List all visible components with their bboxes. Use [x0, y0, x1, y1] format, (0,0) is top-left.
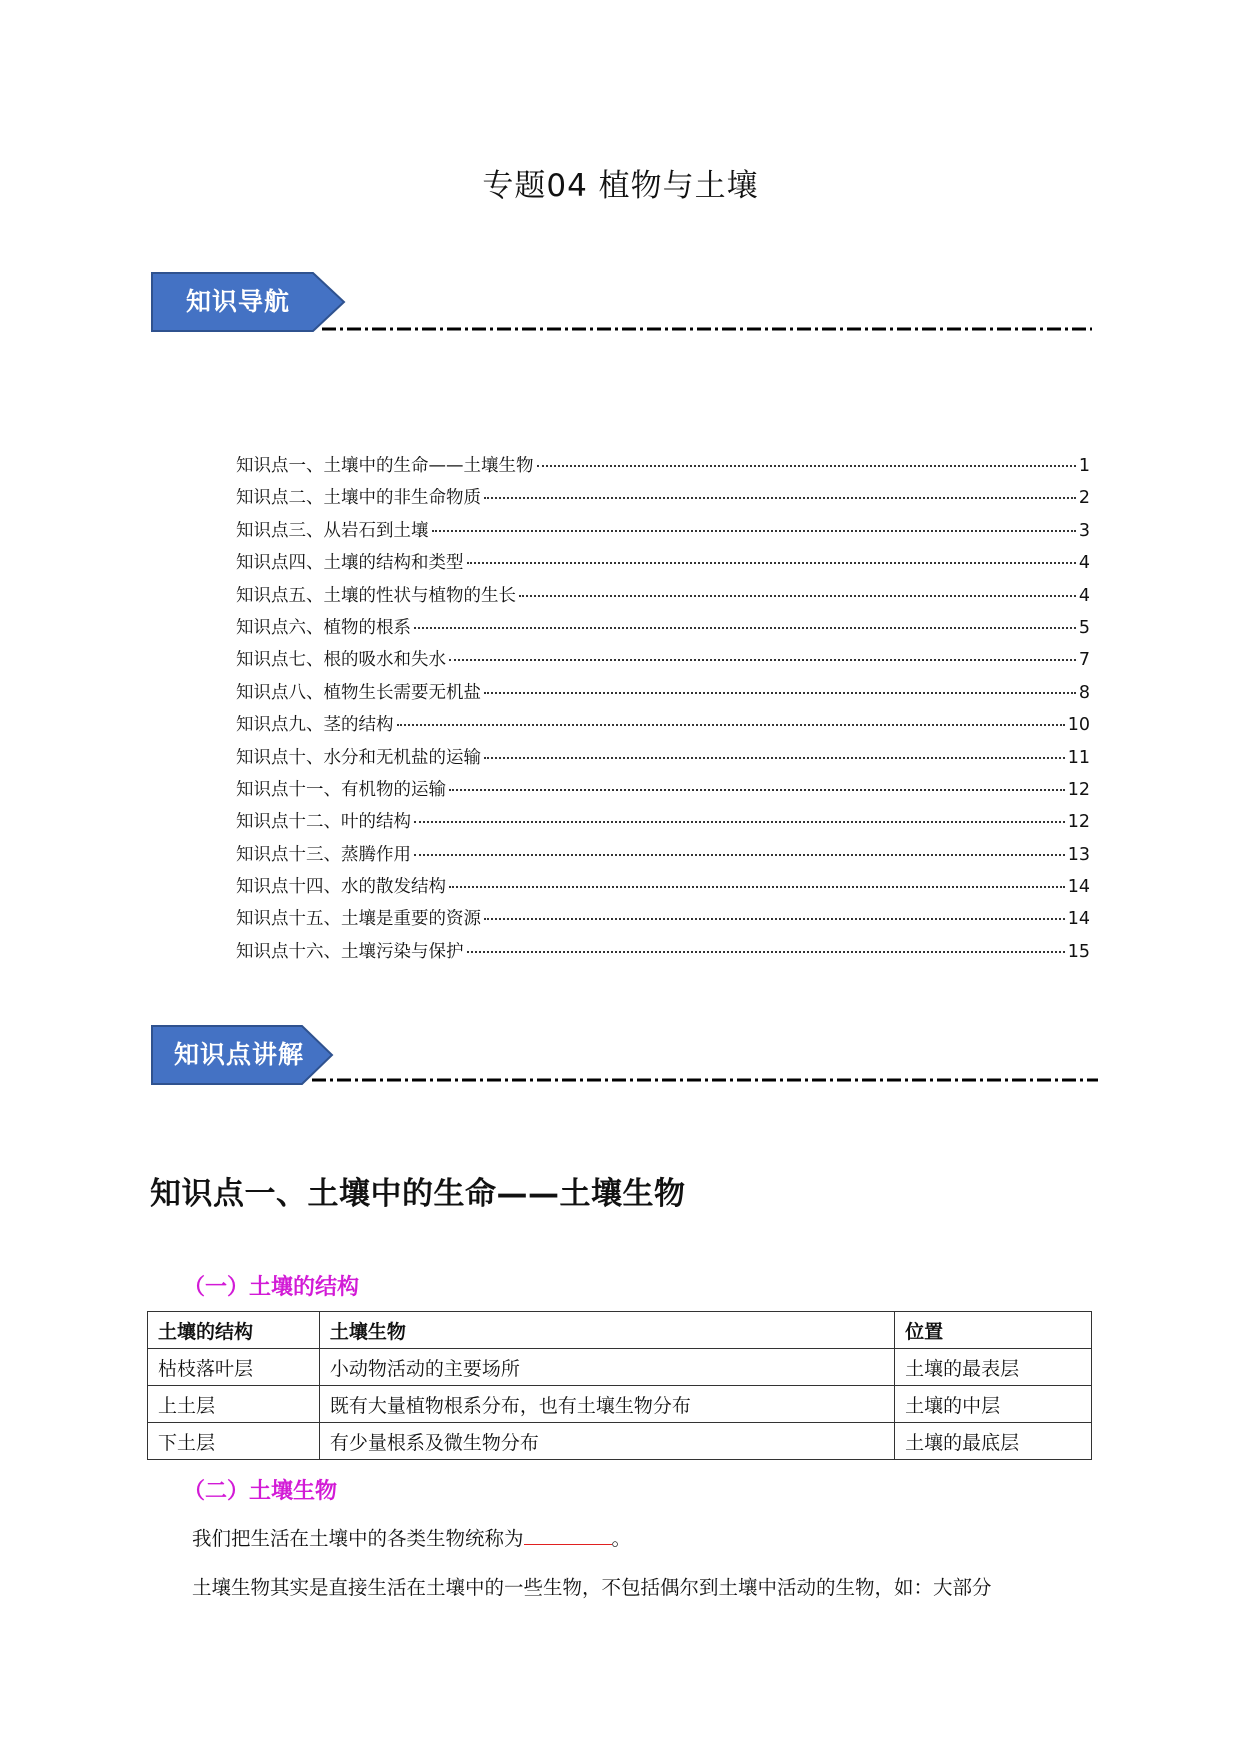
toc-entry[interactable]: [236, 452, 1090, 484]
toc-dot-leader: [414, 854, 1065, 856]
section-heading: 知识点一、土壤中的生命——土壤生物: [150, 1176, 686, 1212]
table-header-cell: 位置: [895, 1312, 1092, 1349]
table-row: [148, 1349, 1092, 1386]
toc-dot-leader: [467, 562, 1076, 564]
table-cell: 既有大量植物根系分布，也有土壤生物分布: [319, 1386, 894, 1423]
toc-entry[interactable]: [236, 744, 1090, 776]
toc-entry[interactable]: [236, 646, 1090, 678]
toc-page-number: 5: [1078, 617, 1090, 638]
toc-entry[interactable]: [236, 679, 1090, 711]
toc-dot-leader: [467, 951, 1065, 953]
toc-page-number: 10: [1067, 715, 1090, 736]
toc-dot-leader: [449, 659, 1076, 661]
toc-entry[interactable]: [236, 808, 1090, 840]
toc-entry-title: 知识点七、根的吸水和失水: [236, 650, 446, 671]
table-cell: 有少量根系及微生物分布: [319, 1423, 894, 1460]
toc-dot-leader: [484, 692, 1076, 694]
toc-dot-leader: [449, 789, 1065, 791]
toc-entry[interactable]: [236, 873, 1090, 905]
table-header-row: [148, 1312, 1092, 1349]
toc-entry-title: 知识点十、水分和无机盐的运输: [236, 747, 481, 768]
toc-entry[interactable]: [236, 582, 1090, 614]
toc-entry-title: 知识点六、植物的根系: [236, 617, 411, 638]
toc-entry-title: 知识点十二、叶的结构: [236, 812, 411, 833]
toc-entry-title: 知识点四、土壤的结构和类型: [236, 553, 464, 574]
toc-page-number: 15: [1067, 941, 1090, 962]
toc-dot-leader: [484, 918, 1065, 920]
soil-structure-table: [147, 1311, 1092, 1460]
toc-dot-leader: [484, 757, 1065, 759]
table-cell: 小动物活动的主要场所: [319, 1349, 894, 1386]
table-row: [148, 1386, 1092, 1423]
toc-page-number: 13: [1067, 844, 1090, 865]
table-cell: 上土层: [148, 1386, 320, 1423]
table-cell: 枯枝落叶层: [148, 1349, 320, 1386]
toc-page-number: 14: [1067, 877, 1090, 898]
table-header-cell: 土壤生物: [319, 1312, 894, 1349]
toc-page-number: 12: [1067, 812, 1090, 833]
toc-entry[interactable]: [236, 938, 1090, 970]
toc-dot-leader: [432, 530, 1076, 532]
banner-label: 知识点讲解: [174, 1040, 305, 1069]
toc-dot-leader: [397, 724, 1065, 726]
banner-knowledge-explain: [150, 1024, 336, 1086]
toc-entry[interactable]: [236, 905, 1090, 937]
toc-entry[interactable]: [236, 517, 1090, 549]
subheading-soil-structure: （一）土壤的结构: [183, 1275, 360, 1300]
toc-dot-leader: [414, 821, 1065, 823]
toc-entry-title: 知识点八、植物生长需要无机盐: [236, 682, 481, 703]
toc-page-number: 11: [1067, 747, 1090, 768]
toc-page-number: 14: [1067, 909, 1090, 930]
toc-entry-title: 知识点一、土壤中的生命——土壤生物: [236, 456, 534, 476]
toc-entry-title: 知识点十四、水的散发结构: [236, 877, 446, 898]
banner-label: 知识导航: [186, 287, 291, 316]
toc-entry-title: 知识点十三、蒸腾作用: [236, 844, 411, 865]
toc-dot-leader: [519, 595, 1076, 597]
table-cell: 土壤的中层: [895, 1386, 1092, 1423]
toc-page-number: 4: [1078, 585, 1090, 606]
toc-entry-title: 知识点九、茎的结构: [236, 715, 394, 736]
toc-entry-title: 知识点二、土壤中的非生命物质: [236, 488, 481, 509]
toc-page-number: 7: [1078, 650, 1090, 671]
table-header-cell: 土壤的结构: [148, 1312, 320, 1349]
toc-page-number: 12: [1067, 779, 1090, 800]
toc-dot-leader: [537, 465, 1076, 467]
toc-dot-leader: [449, 886, 1065, 888]
toc-entry-title: 知识点五、土壤的性状与植物的生长: [236, 585, 516, 606]
toc-page-number: 8: [1078, 682, 1090, 703]
toc-page-number: 1: [1078, 456, 1090, 476]
toc-page-number: 3: [1078, 520, 1090, 541]
toc-entry-title: 知识点三、从岩石到土壤: [236, 520, 429, 541]
toc-entry[interactable]: [236, 549, 1090, 581]
toc-dot-leader: [414, 627, 1076, 629]
toc-page-number: 2: [1078, 488, 1090, 509]
toc-entry-title: 知识点十六、土壤污染与保护: [236, 941, 464, 962]
dash-divider: [312, 1078, 1098, 1082]
toc-entry[interactable]: [236, 711, 1090, 743]
toc-entry-title: 知识点十一、有机物的运输: [236, 779, 446, 800]
toc-dot-leader: [484, 497, 1076, 499]
page-title: 专题04 植物与土壤: [482, 168, 759, 204]
table-of-contents: [236, 452, 1090, 970]
paragraph-body: 土壤生物其实是直接生活在土壤中的一些生物，不包括偶尔到土壤中活动的生物，如：大部分: [192, 1576, 992, 1599]
toc-page-number: 4: [1078, 553, 1090, 574]
toc-entry[interactable]: [236, 614, 1090, 646]
toc-entry[interactable]: [236, 776, 1090, 808]
paragraph-text: 我们把生活在土壤中的各类生物统称为: [192, 1527, 524, 1550]
table-row: [148, 1423, 1092, 1460]
toc-entry-title: 知识点十五、土壤是重要的资源: [236, 909, 481, 930]
table-cell: 土壤的最底层: [895, 1423, 1092, 1460]
toc-entry[interactable]: [236, 841, 1090, 873]
paragraph-fill-blank: [192, 1523, 631, 1551]
table-cell: 土壤的最表层: [895, 1349, 1092, 1386]
subheading-soil-organisms: （二）土壤生物: [183, 1479, 338, 1504]
dash-divider: [322, 327, 1092, 331]
table-cell: 下土层: [148, 1423, 320, 1460]
paragraph-text: 。: [611, 1527, 632, 1550]
toc-entry[interactable]: [236, 484, 1090, 516]
banner-knowledge-nav: [150, 271, 346, 333]
answer-blank[interactable]: [524, 1526, 612, 1545]
